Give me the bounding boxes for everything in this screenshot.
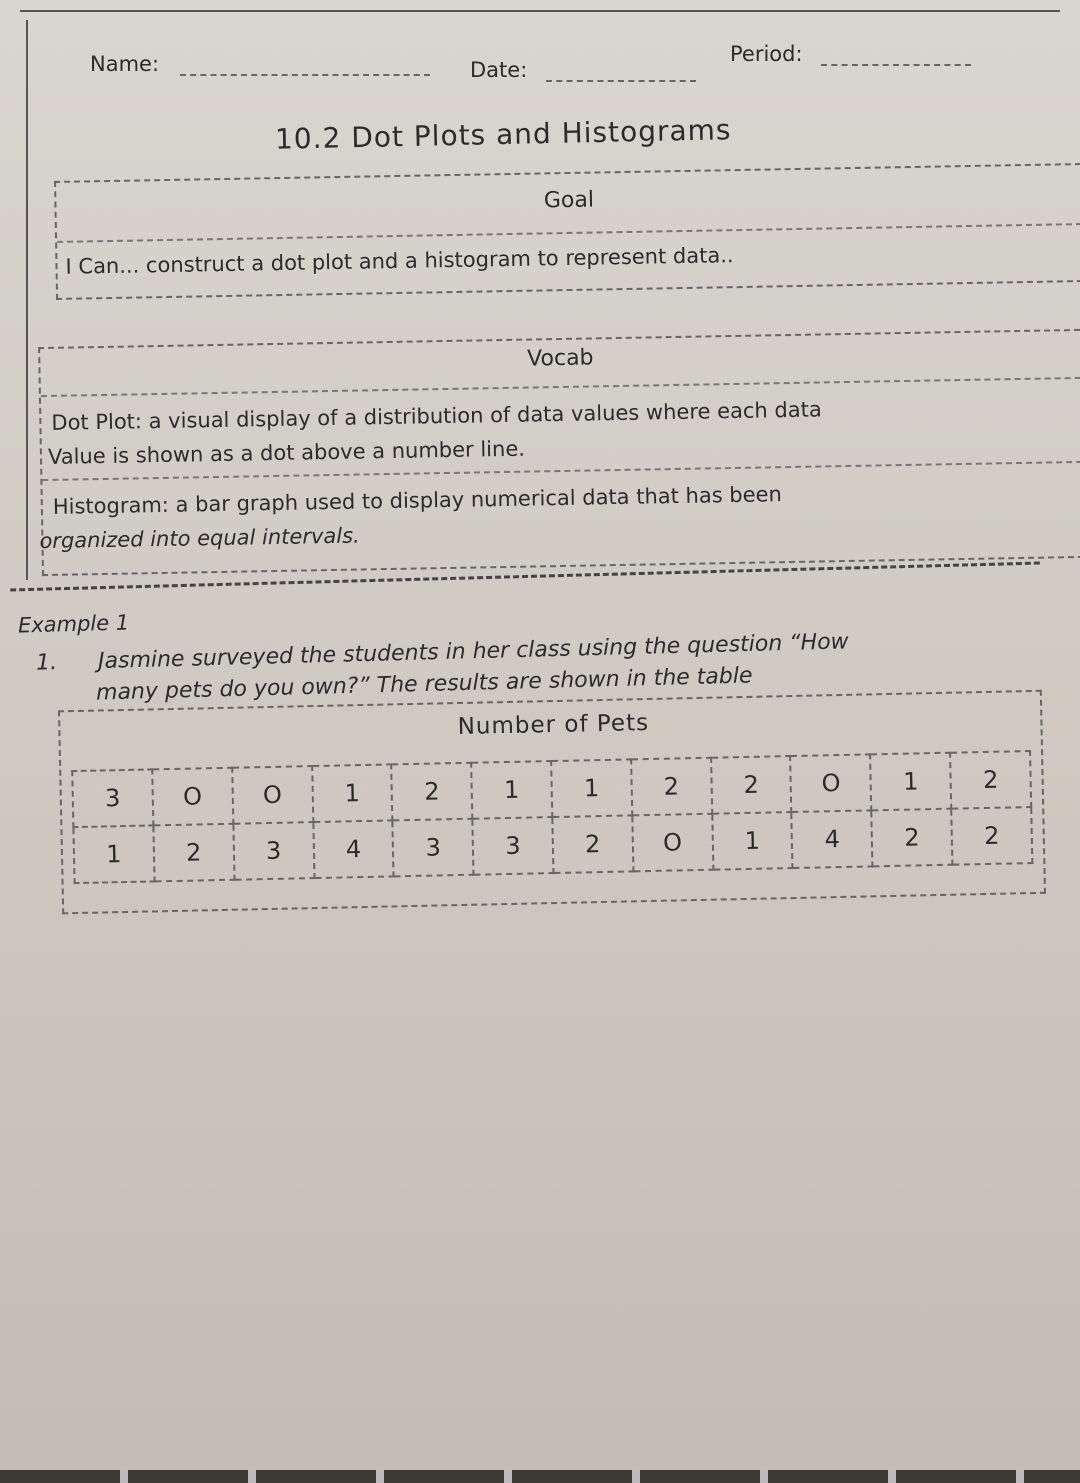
table-cell: 1 (712, 812, 793, 870)
goal-text: I Can... construct a dot plot and a histogram to represent data.. (65, 243, 734, 279)
table-cell: O (632, 814, 713, 872)
table-cell: 2 (711, 756, 792, 814)
name-field (90, 52, 430, 76)
table-cell: 2 (951, 807, 1032, 865)
table-cell: 2 (631, 758, 712, 816)
table-cell: 1 (551, 759, 632, 817)
table-cell: 3 (393, 819, 474, 877)
table-cell: 2 (872, 809, 953, 867)
date-blank (546, 62, 696, 82)
top-border (20, 10, 1060, 12)
date-label: Date: (470, 58, 528, 82)
name-label: Name: (90, 52, 160, 76)
table-cell: 1 (471, 761, 552, 819)
table-cell: 2 (153, 824, 234, 882)
period-field (730, 42, 971, 66)
table-cell: 1 (870, 753, 951, 811)
goal-divider (57, 223, 1080, 243)
period-blank (821, 46, 971, 66)
dot-plot-definition-line-1: Dot Plot: a visual display of a distribution of data values where each data (51, 397, 822, 435)
name-blank (180, 56, 430, 76)
pets-table (71, 750, 1033, 884)
goal-heading: Goal (543, 187, 595, 214)
table-cell: 3 (72, 769, 153, 827)
bottom-edge (0, 1470, 1080, 1483)
goal-box (54, 163, 1080, 300)
left-border (26, 20, 28, 580)
table-cell: O (232, 766, 313, 824)
pets-table-title: Number of Pets (457, 710, 650, 741)
table-cell: 3 (233, 822, 314, 880)
table-cell: 3 (472, 817, 553, 875)
question-line-2: many pets do you own?” The results are shown in the table (95, 663, 753, 706)
pets-table-container (58, 690, 1052, 916)
question-text-1: Jasmine surveyed the students in her class using the question “How (97, 629, 849, 675)
table-cell: O (152, 768, 233, 826)
example-label: Example 1 (17, 610, 130, 638)
vocab-heading: Vocab (526, 345, 594, 372)
vocab-divider-top (41, 377, 1080, 397)
table-cell: 1 (73, 825, 154, 883)
question-number: 1. (35, 650, 58, 676)
page-title: 10.2 Dot Plots and Histograms (274, 113, 732, 156)
dot-plot-definition-line-2: Value is shown as a dot above a number line. (47, 436, 526, 469)
table-cell: O (790, 754, 871, 812)
date-field (470, 58, 696, 82)
histogram-definition-line-1: Histogram: a bar graph used to display numerical data that has been (52, 482, 783, 519)
table-cell: 2 (392, 763, 473, 821)
histogram-definition-line-2: organized into equal intervals. (39, 523, 360, 554)
table-cell: 4 (792, 810, 873, 868)
table-cell: 4 (313, 820, 394, 878)
vocab-box (38, 329, 1080, 576)
table-cell: 2 (950, 751, 1031, 809)
table-cell: 1 (312, 764, 393, 822)
period-label: Period: (730, 42, 803, 66)
table-cell: 2 (552, 815, 633, 873)
